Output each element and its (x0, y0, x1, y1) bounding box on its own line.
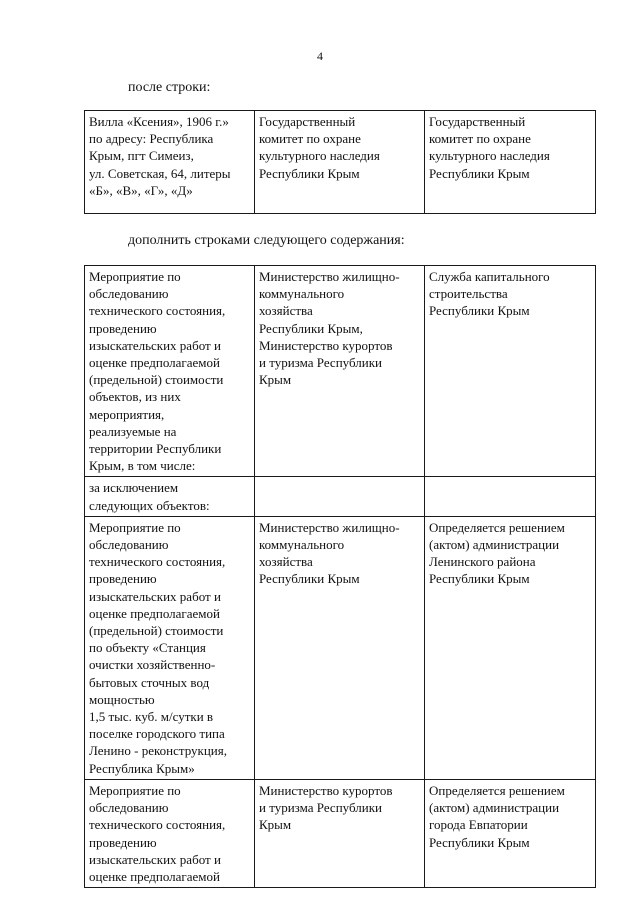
customer-cell: Определяется решением (актом) администрации города Евпатории Республики Крым (425, 779, 596, 887)
authority-cell: Министерство жилищно- коммунального хозяйства Республики Крым (255, 516, 425, 779)
add-rows-paragraph: дополнить строками следующего содержания: (128, 233, 405, 248)
customer-cell: Определяется решением (актом) администрации Ленинского района Республики Крым (425, 516, 596, 779)
table-row (85, 266, 596, 477)
object-cell: Мероприятие по обследованию технического состояния, проведению изыскательских работ и оценке предполагаемой (предельной) стоимости по объекту «Станция очистки хозяйственно- бытовых сточных вод мощностью 1,5 тыс. куб. м/сутки в поселке городского типа Ленино - реконструкция, Республика Крым» (85, 516, 255, 779)
table-row (85, 516, 596, 779)
customer-cell: Служба капитального строительства Республики Крым (425, 266, 596, 477)
authority-cell: Государственный комитет по охране культурного наследия Республики Крым (255, 111, 425, 214)
table-row (85, 779, 596, 887)
page-number: 4 (317, 49, 323, 63)
intro-paragraph: после строки: (128, 80, 211, 95)
authority-cell (255, 477, 425, 516)
customer-cell (425, 477, 596, 516)
object-cell: Вилла «Ксения», 1906 г.» по адресу: Республика Крым, пгт Симеиз, ул. Советская, 64, литеры «Б», «В», «Г», «Д» (85, 111, 255, 214)
object-cell: за исключением следующих объектов: (85, 477, 255, 516)
customer-cell: Государственный комитет по охране культурного наследия Республики Крым (425, 111, 596, 214)
authority-cell: Министерство жилищно- коммунального хозяйства Республики Крым, Министерство курортов и туризма Республики Крым (255, 266, 425, 477)
new-rows-table (84, 265, 596, 888)
object-cell: Мероприятие по обследованию технического состояния, проведению изыскательских работ и оценке предполагаемой (85, 779, 255, 887)
existing-row-table (84, 110, 596, 214)
table-row (85, 477, 596, 516)
object-cell: Мероприятие по обследованию технического состояния, проведению изыскательских работ и оценке предполагаемой (предельной) стоимости объектов, из них мероприятия, реализуемые на территории Республики Крым, в том числе: (85, 266, 255, 477)
table-row (85, 111, 596, 214)
authority-cell: Министерство курортов и туризма Республики Крым (255, 779, 425, 887)
